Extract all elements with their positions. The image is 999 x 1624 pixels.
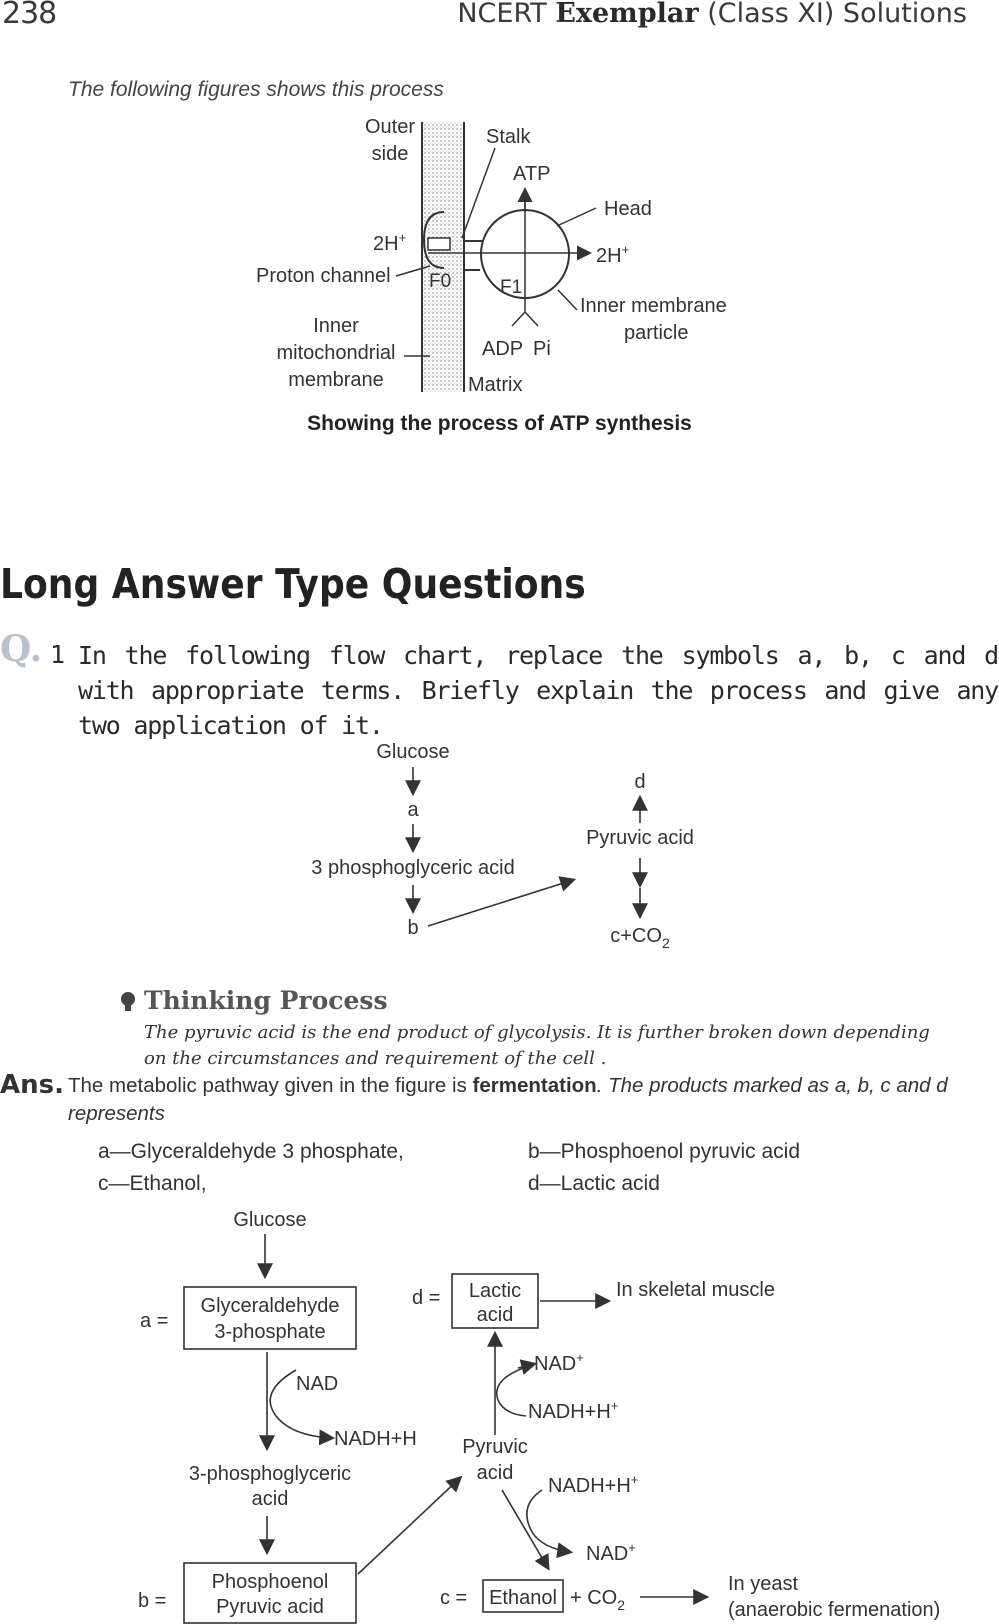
label-2h-left xyxy=(373,230,406,255)
fc1-c-co2 xyxy=(610,925,670,951)
thinking-process-body: The pyruvic acid is the end product of glycolysis. It is further broken down depending on the circumstances and requirement of the cell . xyxy=(144,1022,930,1069)
membrane-dots xyxy=(422,122,464,392)
fc2-arrow-pep-pyruvic xyxy=(358,1478,460,1574)
label-particle: particle xyxy=(624,322,689,344)
fc2-ethanol: Ethanol xyxy=(489,1587,557,1609)
page-number: 238 xyxy=(2,0,57,31)
fc1-glucose: Glucose xyxy=(376,741,450,763)
fc1-d: d xyxy=(634,771,646,793)
fc2-yeast-2: (anaerobic fermenation) xyxy=(728,1599,941,1621)
fc2-lactic-curve xyxy=(497,1365,532,1416)
answer-bold: fermentation xyxy=(472,1074,597,1097)
answer-lead: The metabolic pathway given in the figure is xyxy=(68,1074,473,1097)
fc2-nadh-hplus-sup: + xyxy=(610,1398,619,1413)
fc2-pep-2: Pyruvic acid xyxy=(216,1596,324,1618)
book-prefix: NCERT xyxy=(457,0,547,29)
book-bold: Exemplar xyxy=(555,0,699,29)
fc2-nad-plus-text: NAD xyxy=(534,1353,577,1375)
bulb-icon xyxy=(118,990,140,1016)
fc2-co-sub2: 2 xyxy=(617,1597,626,1613)
h-right-text: 2H xyxy=(596,245,622,267)
label-stalk: Stalk xyxy=(486,126,531,148)
answer-item-c: c—Ethanol, xyxy=(98,1172,207,1195)
question-number: 1 xyxy=(50,640,66,669)
fc2-nad-plus2-sup: + xyxy=(628,1540,636,1555)
fc2-a-eq: a = xyxy=(140,1310,169,1332)
question-mark: Q. xyxy=(0,628,43,670)
fc2-nad: NAD xyxy=(296,1373,339,1395)
answer-text xyxy=(68,1072,996,1128)
fc2-arrow-pyruvic-ethanol xyxy=(502,1490,548,1568)
label-atp: ATP xyxy=(513,163,551,185)
fc1-pga: 3 phosphoglyceric acid xyxy=(311,857,515,879)
fc1-c-co-text: c+CO xyxy=(610,925,662,947)
fc2-g3p-2: 3-phosphate xyxy=(214,1321,326,1343)
fc2-nad-plus xyxy=(534,1350,584,1375)
atp-synthesis-figure xyxy=(0,0,999,440)
answer-item-d: d—Lactic acid xyxy=(528,1172,660,1195)
fc2-skeletal: In skeletal muscle xyxy=(616,1279,775,1301)
label-membrane: membrane xyxy=(288,369,384,391)
question-flow-chart xyxy=(0,730,999,980)
fc2-nad-plus-sup: + xyxy=(576,1350,584,1365)
fc2-lactic-2: acid xyxy=(476,1304,514,1326)
answer-label: Ans. xyxy=(0,1070,64,1100)
fc1-b: b xyxy=(407,917,419,939)
h-right-plus: + xyxy=(621,242,630,257)
figure-caption: Showing the process of ATP synthesis xyxy=(307,412,692,435)
fc1-pyruvic: Pyruvic acid xyxy=(586,827,694,849)
thinking-process-title: Thinking Process xyxy=(144,986,388,1015)
label-inner-membrane: Inner membrane xyxy=(580,295,727,317)
label-f1: F1 xyxy=(500,277,523,298)
fc2-pyruvic-1: Pyruvic xyxy=(462,1436,528,1458)
h-left-text: 2H xyxy=(373,233,399,255)
label-f0: F0 xyxy=(429,271,452,292)
label-outer: Outer xyxy=(364,116,416,138)
label-side: side xyxy=(371,143,409,165)
fc2-plus-co2 xyxy=(570,1587,625,1613)
fc2-plus-co-text: + CO xyxy=(570,1587,618,1609)
fc2-g3p-1: Glyceraldehyde xyxy=(200,1295,340,1317)
fc2-pga-2: acid xyxy=(251,1488,289,1510)
fc2-lactic-1: Lactic xyxy=(468,1280,522,1302)
fc2-nad-plus2 xyxy=(586,1540,636,1565)
proton-channel-box xyxy=(428,238,450,250)
fc2-yeast-1: In yeast xyxy=(728,1573,799,1595)
answer-item-b: b—Phosphoenol pyruvic acid xyxy=(528,1140,800,1163)
fermentation-flow-chart xyxy=(0,1200,999,1624)
fc2-nadh-hplus-text: NADH+H xyxy=(528,1401,611,1423)
fc2-nadh-hplus xyxy=(528,1398,618,1423)
stalk-leader xyxy=(462,148,495,238)
fc2-pyruvic-2: acid xyxy=(476,1462,514,1484)
book-suffix: (Class XI) Solutions xyxy=(707,0,967,29)
label-pi: Pi xyxy=(533,338,551,360)
fc2-nadh-hplus2-sup: + xyxy=(630,1472,639,1487)
label-2h-right xyxy=(596,242,629,267)
fc2-nadh-hplus2 xyxy=(548,1472,638,1497)
fc1-a: a xyxy=(407,799,419,821)
h-left-plus: + xyxy=(398,230,407,245)
adp-pi-lines xyxy=(512,312,538,326)
fc2-nad-plus2-text: NAD xyxy=(586,1543,629,1565)
label-inner: Inner xyxy=(313,315,359,337)
fc2-c-eq: c = xyxy=(440,1587,468,1609)
answer-item-a: a—Glyceraldehyde 3 phosphate, xyxy=(98,1140,404,1163)
fc2-nadh-hplus2-text: NADH+H xyxy=(548,1475,631,1497)
particle-leader xyxy=(558,290,577,310)
label-adp: ADP xyxy=(482,338,524,360)
fc2-nadh: NADH+H xyxy=(334,1428,417,1450)
fc1-arrow-b-pyruvic xyxy=(428,880,573,926)
intro-text: The following figures shows this process xyxy=(68,78,444,101)
label-proton-channel: Proton channel xyxy=(256,265,391,287)
label-head: Head xyxy=(604,198,652,220)
fc2-d-eq: d = xyxy=(412,1287,441,1309)
fc1-sub2: 2 xyxy=(661,935,670,951)
label-mitochondrial: mitochondrial xyxy=(276,342,396,364)
head-leader xyxy=(557,208,596,226)
fc2-glucose: Glucose xyxy=(233,1209,307,1231)
fc2-pep-1: Phosphoenol xyxy=(211,1571,329,1593)
question-text: In the following flow chart, replace the symbols a, b, c and d with appropriate terms. Briefly explain the process and give any two application of it. xyxy=(78,641,998,740)
answer-tail: . The products marked as a, b, c and d represents xyxy=(68,1074,948,1125)
fc2-b-eq: b = xyxy=(138,1590,167,1612)
label-matrix: Matrix xyxy=(468,374,523,396)
fc2-pga-1: 3-phosphoglyceric xyxy=(188,1463,352,1485)
section-title: Long Answer Type Questions xyxy=(0,560,586,608)
